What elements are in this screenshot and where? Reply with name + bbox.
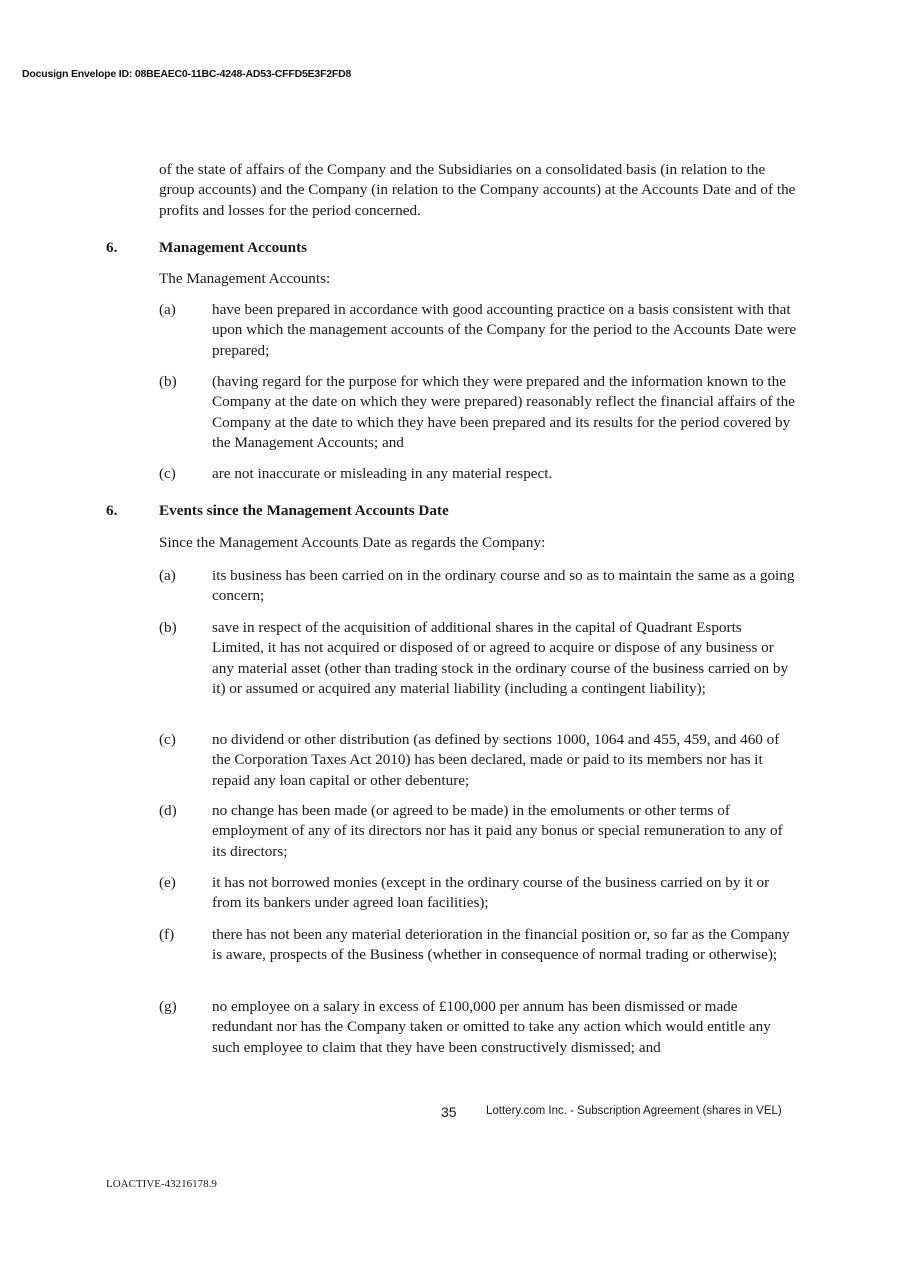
list-item-text: no dividend or other distribution (as defined by sections 1000, 1064 and 455, 459, and 460 of the Corporation Taxes Act 2010) has been declared, made or paid to its members nor has it repaid any loan capital or other debenture; [212, 731, 780, 789]
section-number: 6. [106, 502, 118, 519]
list-item-label: (c) [159, 465, 176, 482]
section-number: 6. [106, 239, 118, 256]
docusign-envelope-id: Docusign Envelope ID: 08BEAEC0-11BC-4248-AD53-CFFD5E3F2FD8 [22, 68, 352, 80]
section-title: Management Accounts [159, 239, 308, 256]
list-item-text: there has not been any material deterioration in the financial position or, so far as the Company is aware, prospects of the Business (whether in consequence of normal trading or otherwise); [212, 926, 790, 964]
document-reference: LOACTIVE-43216178.9 [106, 1178, 217, 1190]
footer-document-title: Lottery.com Inc. - Subscription Agreement (shares in VEL) [486, 1105, 782, 1117]
list-item-text: no change has been made (or agreed to be made) in the emoluments or other terms of employment of any of its directors nor has it paid any bonus or special remuneration to any of its directors; [212, 802, 783, 860]
list-item-label: (c) [159, 731, 176, 748]
list-item-text: its business has been carried on in the ordinary course and so as to maintain the same as a going concern; [212, 567, 795, 605]
list-item-text: are not inaccurate or misleading in any material respect. [212, 465, 553, 482]
intro-paragraph: of the state of affairs of the Company and the Subsidiaries on a consolidated basis (in relation to the group accounts) and the Company (in relation to the Company accounts) at the Accounts Date and of the profits and losses for the period concerned. [159, 161, 796, 219]
list-item-label: (a) [159, 567, 176, 584]
list-item-label: (b) [159, 373, 177, 390]
list-item-label: (b) [159, 619, 177, 636]
list-item-label: (g) [159, 998, 177, 1015]
list-item-label: (f) [159, 926, 175, 943]
list-item-text: have been prepared in accordance with good accounting practice on a basis consistent with that upon which the management accounts of the Company for the period to the Accounts Date were prepared; [212, 301, 797, 359]
list-item-text: no employee on a salary in excess of £100,000 per annum has been dismissed or made redundant nor has the Company taken or omitted to take any action which would entitle any such employee to claim that they have been constructively dismissed; and [212, 998, 771, 1056]
section-title: Events since the Management Accounts Date [159, 502, 449, 519]
page-number: 35 [441, 1104, 457, 1120]
list-item-label: (e) [159, 874, 176, 891]
section-lead: The Management Accounts: [159, 270, 331, 287]
list-item-text: it has not borrowed monies (except in the ordinary course of the business carried on by it or from its bankers under agreed loan facilities); [212, 874, 770, 912]
list-item-text: save in respect of the acquisition of additional shares in the capital of Quadrant Esports Limited, it has not acquired or disposed of or agreed to acquire or dispose of any business or any material asset (other than trading stock in the ordinary course of the business carried on by it) or assumed or acquired any material liability (including a contingent liability); [212, 619, 789, 697]
list-item-text: (having regard for the purpose for which they were prepared and the information known to the Company at the date on which they were prepared) reasonably reflect the financial affairs of the Company at the date to which they have been prepared and its results for the period covered by the Management Accounts; and [212, 373, 795, 451]
section-lead: Since the Management Accounts Date as regards the Company: [159, 534, 546, 551]
list-item-label: (a) [159, 301, 176, 318]
list-item-label: (d) [159, 802, 177, 819]
